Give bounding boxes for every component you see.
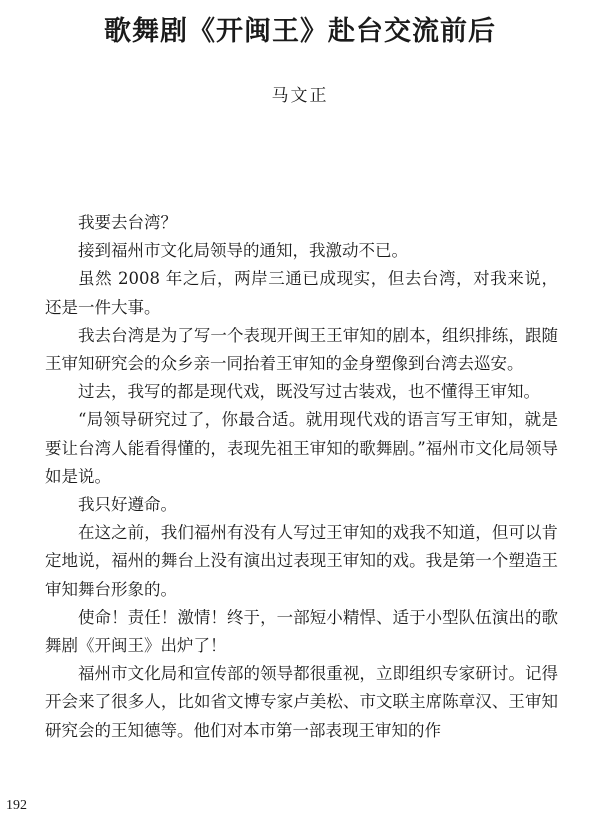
paragraph: 我去台湾是为了写一个表现开闽王王审知的剧本，组织排练，跟随王审知研究会的众乡亲一同抬着王审知的金身塑像到台湾去巡安。 [45,325,558,374]
article-body [45,209,558,745]
paragraph: 福州市文化局和宣传部的领导都很重视，立即组织专家研讨。记得开会来了很多人，比如省文博专家卢美松、市文联主席陈章汉、王审知研究会的王知德等。他们对本市第一部表现王审知的作 [45,664,558,740]
paragraph: 我只好遵命。 [78,495,177,515]
page-number: 192 [6,798,27,813]
paragraph: 我要去台湾？ [78,213,177,232]
paragraph: 在这之前，我们福州有没有人写过王审知的戏我不知道，但可以肯定地说，福州的舞台上没有演出过表现王审知的戏。我是第一个塑造王审知舞台形象的。 [45,523,558,599]
paragraph: 过去，我写的都是现代戏，既没写过古装戏，也不懂得王审知。 [78,382,540,402]
paragraph: 接到福州市文化局领导的通知，我激动不已。 [78,241,408,261]
paragraph: 使命！责任！激情！终于，一部短小精悍、适于小型队伍演出的歌舞剧《开闽王》出炉了！ [45,607,558,656]
paragraph: “局领导研究过了，你最合适。就用现代戏的语言写王审知，就是要让台湾人能看得懂的，表现先祖王审知的歌舞剧。”福州市文化局领导如是说。 [45,410,558,486]
paragraph: 虽然 2008 年之后，两岸三通已成现实，但去台湾，对我来说，还是一件大事。 [45,269,558,317]
author-name: 马文正 [271,86,329,106]
article-title: 歌舞剧《开闽王》赴台交流前后 [104,16,496,47]
